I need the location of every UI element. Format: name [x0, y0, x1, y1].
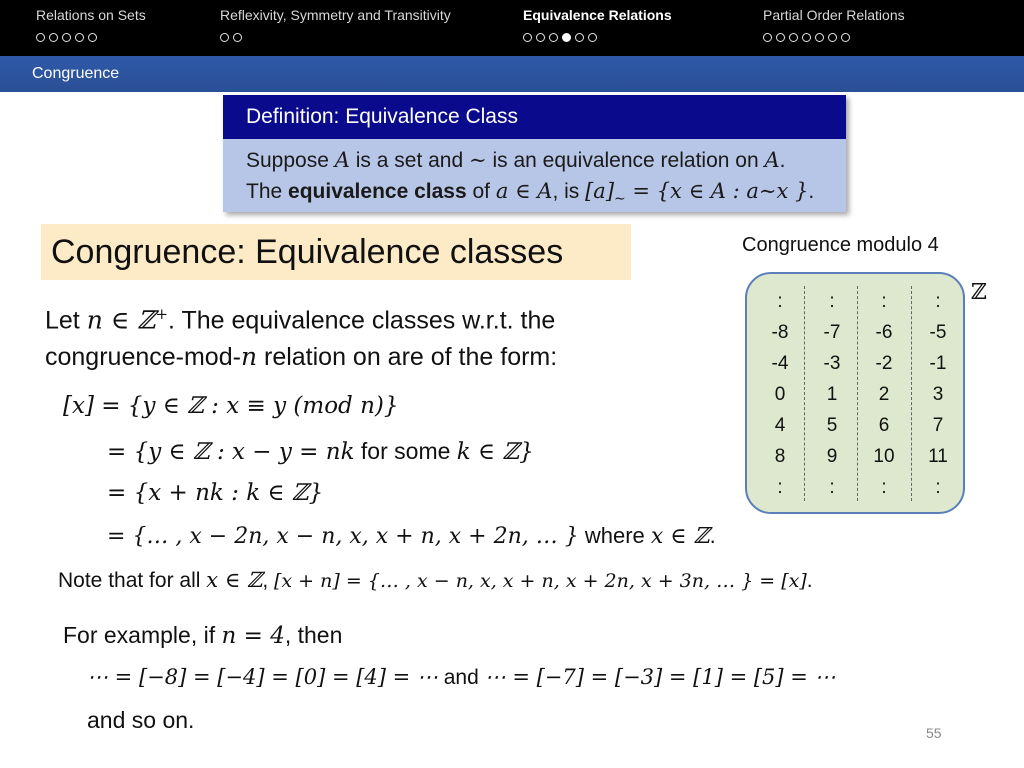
term: equivalence class	[288, 180, 467, 203]
text: for some	[354, 438, 457, 464]
text: Let	[45, 306, 87, 335]
definition-body	[223, 139, 846, 212]
text: The	[246, 180, 289, 203]
math: A	[334, 148, 350, 172]
slide-dot[interactable]	[36, 33, 45, 42]
class-entry: 9	[826, 446, 838, 467]
column-divider	[857, 286, 858, 501]
math: = {y ∈ ℤ : x − y = nk	[107, 439, 355, 465]
nav-section-title-active[interactable]: Equivalence Relations	[523, 7, 672, 23]
nav-section-partial-order[interactable]	[763, 7, 905, 42]
definition-line-1	[246, 145, 846, 176]
residue-class-column-3	[913, 286, 963, 503]
class-entry: 5	[826, 415, 838, 436]
text: ,	[262, 569, 274, 592]
math: x ∈ ℤ	[206, 568, 263, 592]
class-entry: :	[935, 477, 941, 498]
nav-section-title[interactable]: Partial Order Relations	[763, 7, 905, 23]
math: ⋯ = [−8] = [−4] = [0] = [4] = ⋯	[87, 665, 438, 689]
section-navigation-bar	[0, 0, 1024, 56]
class-entry: 4	[774, 415, 786, 436]
math: = {x ∈ A : a∼x }	[625, 179, 809, 203]
slide-dot[interactable]	[88, 33, 97, 42]
class-entry: 11	[928, 446, 948, 467]
class-entry: -2	[875, 353, 893, 374]
slide-dot-current[interactable]	[562, 33, 571, 42]
text: Note that for all	[58, 569, 207, 592]
diagram-title: Congruence modulo 4	[742, 234, 939, 256]
class-entry: 8	[774, 446, 786, 467]
slide-dot[interactable]	[789, 33, 798, 42]
math-superscript: +	[155, 305, 169, 323]
text: , is	[552, 180, 586, 203]
equation-3: = {x + nk : k ∈ ℤ}	[107, 480, 324, 506]
text: Suppose	[246, 149, 335, 172]
class-entry: :	[881, 477, 887, 498]
intro-line-2	[45, 342, 557, 372]
math: = {… , x − 2n, x − n, x, x + n, x + 2n, … }	[107, 524, 579, 549]
text: , then	[284, 622, 343, 648]
slide-progress-dots	[763, 33, 905, 42]
math-subscript: ∼	[614, 191, 626, 208]
text: .	[808, 180, 815, 203]
column-divider	[911, 286, 912, 501]
class-entry: :	[881, 291, 887, 312]
math: x ∈ ℤ	[650, 524, 710, 549]
slide-dot[interactable]	[49, 33, 58, 42]
text: congruence-mod-	[45, 343, 241, 371]
class-entry: :	[829, 291, 835, 312]
class-entry: 2	[878, 384, 890, 405]
equation-2	[107, 438, 534, 465]
class-entry: -1	[929, 353, 947, 374]
congruence-classes-diagram	[745, 272, 965, 514]
math: k ∈ ℤ}	[456, 439, 534, 465]
slide-dot[interactable]	[62, 33, 71, 42]
equation-1: [x] = {y ∈ ℤ : x ≡ y (mod n)}	[63, 393, 399, 419]
class-entry: -5	[929, 322, 947, 343]
text: of	[466, 180, 496, 203]
slide-progress-dots	[36, 33, 146, 42]
slide-dot[interactable]	[536, 33, 545, 42]
math: n = 4	[221, 623, 285, 649]
column-divider	[804, 286, 805, 501]
nav-section-title[interactable]: Reflexivity, Symmetry and Transitivity	[220, 7, 451, 23]
nav-section-equivalence-relations[interactable]	[523, 7, 672, 42]
slide-heading: Congruence: Equivalence classes	[41, 224, 631, 280]
equation-4	[107, 523, 716, 549]
text: is an equivalence relation on	[486, 149, 765, 172]
example-line-2	[87, 665, 836, 690]
intro-line-1	[45, 305, 555, 335]
class-entry: -7	[823, 322, 841, 343]
class-entry: -6	[875, 322, 893, 343]
example-line-3: and so on.	[87, 707, 195, 733]
slide-progress-dots	[523, 33, 672, 42]
class-entry: -3	[823, 353, 841, 374]
class-entry: -4	[771, 353, 789, 374]
text: relation on are of the form:	[257, 343, 558, 371]
nav-section-title[interactable]: Relations on Sets	[36, 7, 146, 23]
class-entry: :	[777, 291, 783, 312]
residue-class-column-2	[859, 286, 909, 503]
slide-dot[interactable]	[220, 33, 229, 42]
slide-dot[interactable]	[841, 33, 850, 42]
slide-dot[interactable]	[588, 33, 597, 42]
slide-dot[interactable]	[763, 33, 772, 42]
slide-progress-dots	[220, 33, 451, 42]
slide-dot[interactable]	[802, 33, 811, 42]
text: where	[578, 523, 651, 548]
slide-dot[interactable]	[828, 33, 837, 42]
definition-line-2	[246, 176, 846, 215]
slide-dot[interactable]	[523, 33, 532, 42]
slide-dot[interactable]	[233, 33, 242, 42]
slide-dot[interactable]	[549, 33, 558, 42]
class-entry: :	[777, 477, 783, 498]
slide-dot[interactable]	[815, 33, 824, 42]
math: [x + n] = {… , x − n, x, x + n, x + 2n, x + 3n, … } = [x]	[274, 570, 807, 592]
math: a ∈ A	[495, 179, 553, 203]
subsection-title: Congruence	[32, 65, 120, 82]
text: .	[779, 149, 786, 172]
class-entry: -8	[771, 322, 789, 343]
text: .	[709, 523, 716, 548]
text: and	[437, 666, 485, 689]
class-entry: :	[829, 477, 835, 498]
class-entry: 1	[826, 384, 838, 405]
nav-section-relations-on-sets[interactable]	[36, 7, 146, 42]
math: n ∈ ℤ	[86, 305, 156, 335]
slide-dot[interactable]	[575, 33, 584, 42]
residue-class-column-1	[807, 286, 857, 503]
slide-dot[interactable]	[75, 33, 84, 42]
math: A	[764, 148, 780, 172]
text: is a set and	[349, 149, 469, 172]
nav-section-reflexivity[interactable]	[220, 7, 451, 42]
math: [a]	[585, 179, 615, 203]
class-entry: 6	[878, 415, 890, 436]
residue-class-column-0	[755, 286, 805, 503]
class-entry: 7	[932, 415, 944, 436]
text: .	[806, 569, 813, 592]
class-entry: 10	[873, 446, 895, 467]
slide-dot[interactable]	[776, 33, 785, 42]
text: . The equivalence classes w.r.t. the	[168, 306, 556, 335]
set-integers-label: ℤ	[971, 280, 988, 305]
class-entry: 0	[774, 384, 786, 405]
class-entry: :	[935, 291, 941, 312]
page-number: 55	[926, 725, 942, 741]
math: ∼	[469, 148, 487, 172]
math: ⋯ = [−7] = [−3] = [1] = [5] = ⋯	[484, 665, 836, 689]
example-line-1	[63, 622, 342, 649]
subsection-bar	[0, 56, 1024, 92]
text: For example, if	[63, 622, 222, 648]
definition-box	[223, 95, 846, 212]
class-entry: 3	[932, 384, 944, 405]
note-line	[58, 568, 813, 593]
definition-header: Definition: Equivalence Class	[223, 95, 846, 139]
math: n	[240, 342, 258, 371]
